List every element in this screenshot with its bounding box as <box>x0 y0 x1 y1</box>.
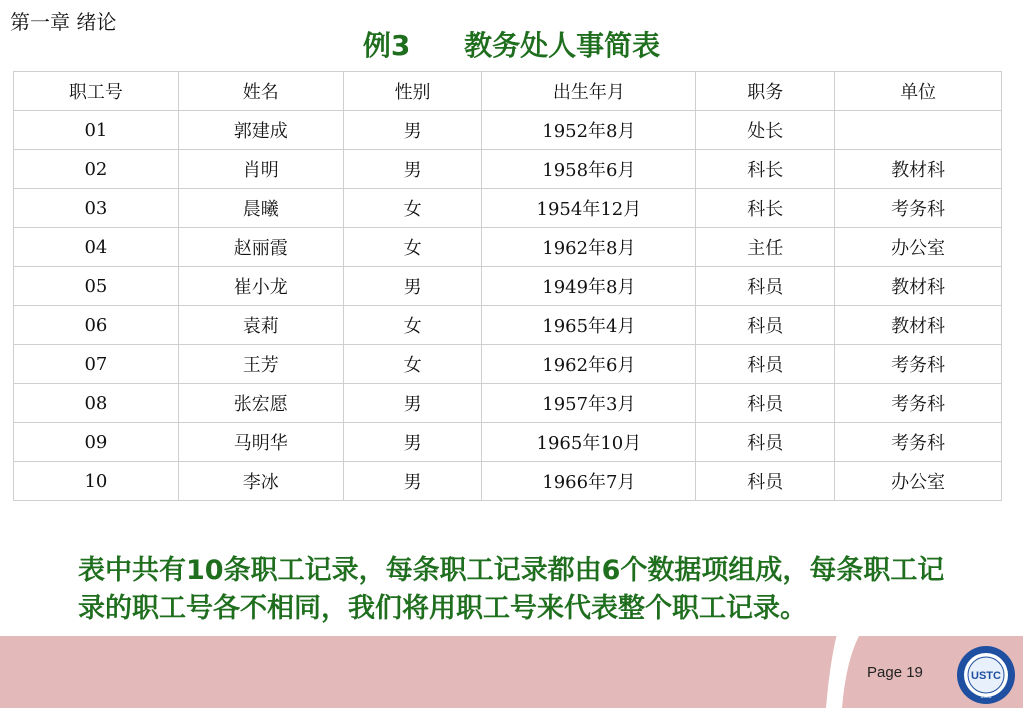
table-cell: 袁莉 <box>178 306 343 345</box>
table-row <box>14 462 1002 501</box>
table-cell <box>835 111 1002 150</box>
table-cell: 1962年8月 <box>482 228 696 267</box>
table-row <box>14 345 1002 384</box>
table-row <box>14 228 1002 267</box>
table-cell: 单位 <box>835 72 1002 111</box>
table-cell: 教材科 <box>835 306 1002 345</box>
table-cell: 1952年8月 <box>482 111 696 150</box>
table-cell: 04 <box>14 228 179 267</box>
table-cell: 08 <box>14 384 179 423</box>
table-cell: 赵丽霞 <box>178 228 343 267</box>
table-cell: 01 <box>14 111 179 150</box>
table-cell: 06 <box>14 306 179 345</box>
table-cell: 1965年4月 <box>482 306 696 345</box>
table-cell: 张宏愿 <box>178 384 343 423</box>
table-cell: 办公室 <box>835 228 1002 267</box>
table-cell: 肖明 <box>178 150 343 189</box>
table-cell: 女 <box>343 228 482 267</box>
table-header-row <box>14 72 1002 111</box>
table-cell: 教材科 <box>835 150 1002 189</box>
table-cell: 男 <box>343 111 482 150</box>
table-cell: 1965年10月 <box>482 423 696 462</box>
table-cell: 09 <box>14 423 179 462</box>
table-cell: 02 <box>14 150 179 189</box>
table-cell: 处长 <box>696 111 835 150</box>
table-cell: 03 <box>14 189 179 228</box>
staff-table <box>13 71 1002 501</box>
table-cell: 05 <box>14 267 179 306</box>
table-cell: 性别 <box>343 72 482 111</box>
table-cell: 女 <box>343 306 482 345</box>
table-cell: 科员 <box>696 423 835 462</box>
table-cell: 男 <box>343 384 482 423</box>
table-cell: 10 <box>14 462 179 501</box>
table-cell: 职务 <box>696 72 835 111</box>
table-cell: 男 <box>343 150 482 189</box>
table-cell: 考务科 <box>835 345 1002 384</box>
slide-title: 例3 教务处人事简表 <box>362 29 661 62</box>
logo-text: USTC <box>971 670 1001 682</box>
table-cell: 女 <box>343 189 482 228</box>
page-number: Page 19 <box>867 664 923 681</box>
table-cell: 女 <box>343 345 482 384</box>
table-row <box>14 150 1002 189</box>
table-cell: 考务科 <box>835 189 1002 228</box>
table-cell: 出生年月 <box>482 72 696 111</box>
table-row <box>14 111 1002 150</box>
table-cell: 办公室 <box>835 462 1002 501</box>
table-row <box>14 267 1002 306</box>
table-row <box>14 423 1002 462</box>
table-cell: 考务科 <box>835 423 1002 462</box>
table-cell: 科员 <box>696 384 835 423</box>
table-cell: 郭建成 <box>178 111 343 150</box>
table-row <box>14 384 1002 423</box>
table-cell: 科长 <box>696 189 835 228</box>
table-cell: 1966年7月 <box>482 462 696 501</box>
table-cell: 科员 <box>696 462 835 501</box>
table-cell: 1958年6月 <box>482 150 696 189</box>
table-cell: 职工号 <box>14 72 179 111</box>
table-cell: 晨曦 <box>178 189 343 228</box>
ustc-logo <box>956 645 1016 705</box>
table-cell: 1962年6月 <box>482 345 696 384</box>
table-cell: 男 <box>343 423 482 462</box>
table-cell: 科员 <box>696 345 835 384</box>
table-cell: 1949年8月 <box>482 267 696 306</box>
table-cell: 1954年12月 <box>482 189 696 228</box>
table-cell: 王芳 <box>178 345 343 384</box>
chapter-label: 第一章 绪论 <box>10 10 117 34</box>
table-cell: 李冰 <box>178 462 343 501</box>
table-cell: 07 <box>14 345 179 384</box>
table-cell: 男 <box>343 267 482 306</box>
table-cell: 教材科 <box>835 267 1002 306</box>
description-text: 表中共有10条职工记录，每条职工记录都由6个数据项组成，每条职工记录的职工号各不相同，我们将用职工号来代表整个职工记录。 <box>78 555 945 624</box>
table-cell: 考务科 <box>835 384 1002 423</box>
table-row <box>14 306 1002 345</box>
table-cell: 科长 <box>696 150 835 189</box>
table-cell: 男 <box>343 462 482 501</box>
logo-year: 1958 <box>980 694 992 700</box>
table-cell: 崔小龙 <box>178 267 343 306</box>
table-cell: 科员 <box>696 306 835 345</box>
table-cell: 主任 <box>696 228 835 267</box>
table-row <box>14 189 1002 228</box>
table-cell: 姓名 <box>178 72 343 111</box>
table-cell: 1957年3月 <box>482 384 696 423</box>
table-cell: 科员 <box>696 267 835 306</box>
table-cell: 马明华 <box>178 423 343 462</box>
